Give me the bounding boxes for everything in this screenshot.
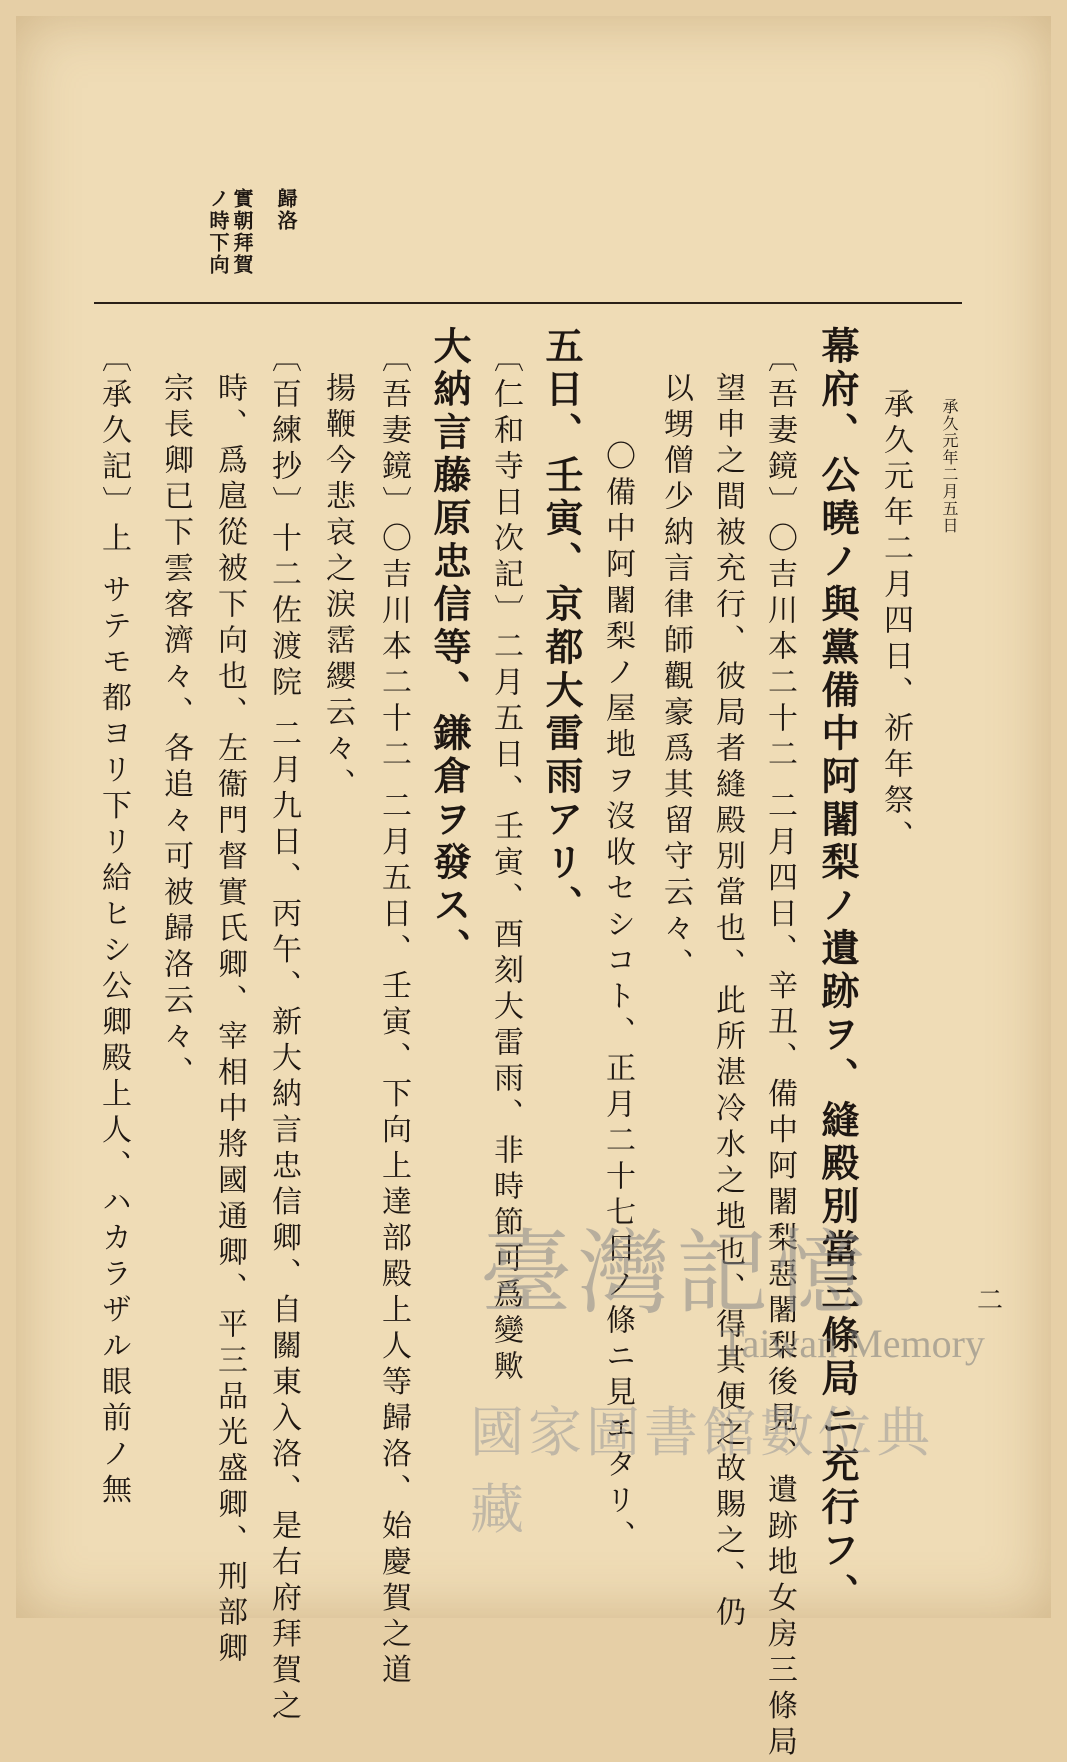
margin-note-line-2: 實朝拜賀 [230,188,254,276]
text-line-12: 〔百練抄〕十二佐渡院 二月九日、丙午、新大納言忠信卿、自關東入洛、是右府拜賀之 [266,342,301,1726]
text-line-3: 〔吾妻鏡〕〇吉川本二十二 二月四日、辛丑、備中阿闍梨惡闍梨後見、遺跡地女房三條局 [762,342,797,1762]
page-number: 二 [977,1286,1004,1316]
text-line-4: 望申之間被充行、彼局者縫殿別當也、此所湛冷水之地也、得其便之故賜之、仍 [710,372,745,1632]
header-rule [94,302,962,304]
text-line-15: 〔承久記〕上 サテモ都ヨリ下リ給ヒシ公卿殿上人、ハカラザル眼前ノ無 [96,342,131,1510]
watermark-library: 國家圖書館數位典藏 [470,1401,934,1541]
text-line-1: 承久元年二月四日、祈年祭、 [878,388,913,856]
text-line-13: 時、爲扈從被下向也、左衞門督實氏卿、宰相中將國通卿、平三品光盛卿、刑部卿 [212,372,247,1668]
text-line-14: 宗長卿已下雲客濟々、各追々可被歸洛云々、 [158,372,193,1092]
margin-note-line-3: ノ時下向 [206,188,230,276]
text-line-7: 五日、壬寅、京都大雷雨アリ、 [539,326,584,928]
text-line-6: 〇備中阿闍梨ノ屋地ヲ沒收セシコト、正月二十七日ノ條ニ見エタリ、 [600,440,635,1556]
text-line-2: 幕府、公曉ノ與黨備中阿闍梨ノ遺跡ヲ、縫殿別當三條局ニ充行フ、 [815,326,860,1616]
text-line-8: 〔仁和寺日次記〕二月五日、壬寅、酉刻大雷雨、非時節可爲變歟 [488,342,523,1386]
watermark-chinese: 臺灣記憶 [480,1220,873,1327]
text-line-11: 揚鞭今悲哀之涙霑纓云々、 [320,372,355,804]
margin-note-line-1: 歸洛 [274,188,298,232]
text-line-9: 大納言藤原忠信等、鎌倉ヲ發ス、 [427,326,472,971]
text-line-5: 以甥僧少納言律師觀豪爲其留守云々、 [658,372,693,984]
running-head: 承久元年二月五日 [940,398,959,534]
text-line-10: 〔吾妻鏡〕〇吉川本二十二 二月五日、壬寅、下向上達部殿上人等歸洛、始慶賀之道 [376,342,411,1690]
watermark-english: Taiwan Memory [720,1321,985,1366]
